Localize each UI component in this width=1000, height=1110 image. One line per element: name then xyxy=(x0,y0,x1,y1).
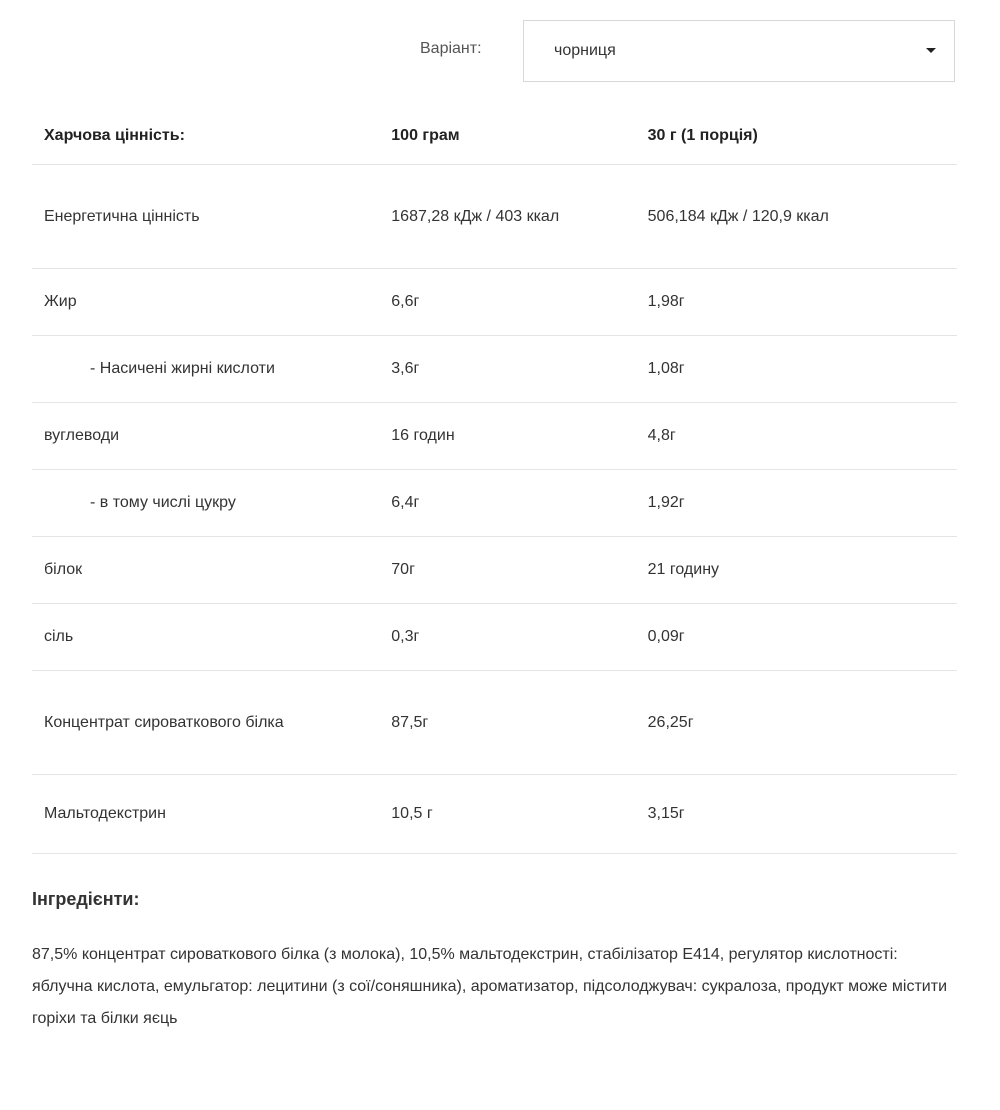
table-row xyxy=(32,165,957,269)
row-per-serving: 1,08г xyxy=(636,336,957,403)
row-per100: 0,3г xyxy=(379,604,635,671)
row-per-serving: 0,09г xyxy=(636,604,957,671)
row-name: білок xyxy=(32,537,379,604)
table-row xyxy=(32,537,957,604)
table-row xyxy=(32,604,957,671)
row-name: Концентрат сироваткового білка xyxy=(32,671,379,775)
row-name: Мальтодекстрин xyxy=(32,775,379,854)
row-name: сіль xyxy=(32,604,379,671)
table-row xyxy=(32,470,957,537)
row-per100: 87,5г xyxy=(379,671,635,775)
row-name: - в тому числі цукру xyxy=(32,470,379,537)
variant-label: Варіант: xyxy=(420,40,482,57)
table-header-row xyxy=(32,108,957,165)
row-per-serving: 1,92г xyxy=(636,470,957,537)
row-per100: 1687,28 кДж / 403 ккал xyxy=(379,165,635,269)
table-row xyxy=(32,336,957,403)
variant-row xyxy=(0,20,1000,84)
variant-select[interactable] xyxy=(523,20,955,82)
ingredients-text: 87,5% концентрат сироваткового білка (з молока), 10,5% мальтодекстрин, стабілізатор E414, регулятор кислотності: яблучна кислота, емульгатор: лецитини (з сої/соняшника), ароматизатор, підсолоджувач: сукралоза, продукт може містити горіхи та білки яєць xyxy=(32,946,948,1027)
row-per100: 3,6г xyxy=(379,336,635,403)
header-nutrition-value: Харчова цінність: xyxy=(32,108,379,165)
nutrition-table xyxy=(32,108,957,854)
row-per100: 70г xyxy=(379,537,635,604)
row-per100: 10,5 г xyxy=(379,775,635,854)
row-per-serving: 4,8г xyxy=(636,403,957,470)
ingredients-title: Інгредієнти: xyxy=(32,889,140,909)
header-per-100g: 100 грам xyxy=(379,108,635,165)
row-per-serving: 506,184 кДж / 120,9 ккал xyxy=(636,165,957,269)
row-name: - Насичені жирні кислоти xyxy=(32,336,379,403)
row-name: вуглеводи xyxy=(32,403,379,470)
table-row xyxy=(32,671,957,775)
row-per100: 6,4г xyxy=(379,470,635,537)
row-per100: 16 годин xyxy=(379,403,635,470)
header-per-serving: 30 г (1 порція) xyxy=(636,108,957,165)
row-per-serving: 3,15г xyxy=(636,775,957,854)
caret-down-icon xyxy=(926,48,936,53)
row-name: Жир xyxy=(32,269,379,336)
table-row xyxy=(32,269,957,336)
row-name: Енергетична цінність xyxy=(32,165,379,269)
variant-selected-value: чорниця xyxy=(554,42,616,59)
row-per-serving: 1,98г xyxy=(636,269,957,336)
row-per-serving: 21 годину xyxy=(636,537,957,604)
row-per-serving: 26,25г xyxy=(636,671,957,775)
table-row xyxy=(32,775,957,854)
row-per100: 6,6г xyxy=(379,269,635,336)
table-row xyxy=(32,403,957,470)
